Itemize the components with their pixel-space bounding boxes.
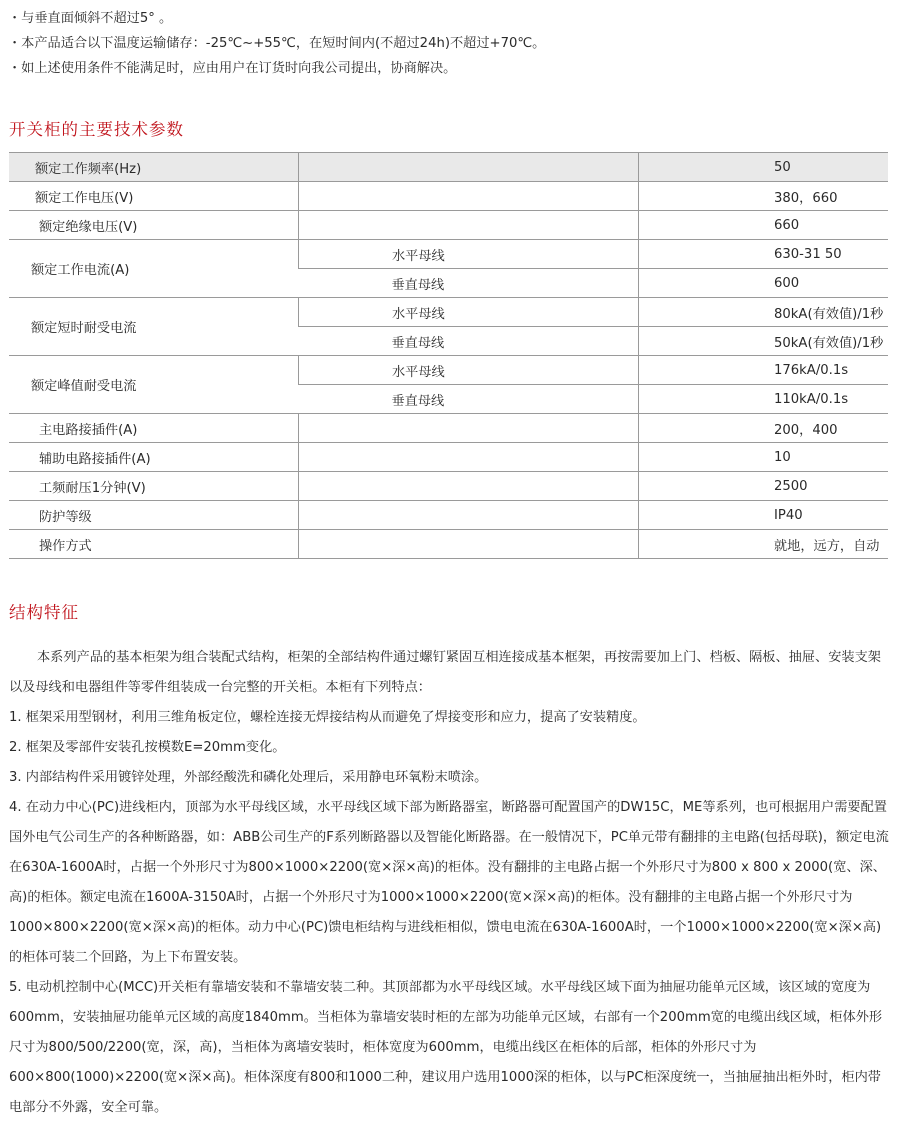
param-value: 630-31 50 — [639, 240, 889, 269]
param-label: 工频耐压1分钟(V) — [9, 472, 299, 501]
param-sub: 水平母线 — [299, 240, 639, 269]
param-label: 主电路接插件(A) — [9, 414, 299, 443]
spec-table — [9, 152, 888, 559]
param-value: 200，400 — [639, 414, 889, 443]
param-sub — [299, 182, 639, 211]
param-value: 176kA/0.1s — [639, 356, 889, 385]
param-sub — [299, 472, 639, 501]
param-sub — [299, 530, 639, 559]
spec-heading: 开关柜的主要技术参数 — [9, 120, 184, 139]
param-label: 额定短时耐受电流 — [9, 298, 299, 356]
feature-item: 1. 框架采用型钢材，利用三维角板定位，螺栓连接无焊接结构从而避免了焊接变形和应力，提高了安装精度。 — [9, 710, 646, 725]
table-row — [9, 472, 888, 501]
param-value: 110kA/0.1s — [639, 385, 889, 414]
table-row — [9, 356, 888, 385]
param-value: 50kA(有效值)/1秒 — [639, 327, 889, 356]
feature-item: 3. 内部结构件采用镀锌处理，外部经酸洗和磷化处理后，采用静电环氧粉末喷涂。 — [9, 770, 488, 785]
table-row — [9, 182, 888, 211]
table-row — [9, 414, 888, 443]
param-sub: 水平母线 — [299, 298, 639, 327]
param-sub: 水平母线 — [299, 356, 639, 385]
condition-item: ・与垂直面倾斜不超过5° 。 — [8, 11, 173, 26]
param-label: 额定工作频率(Hz) — [9, 153, 299, 182]
table-row — [9, 501, 888, 530]
param-value: 80kA(有效值)/1秒 — [639, 298, 889, 327]
feature-item: 5. 电动机控制中心(MCC)开关柜有靠墙安装和不靠墙安装二种。其顶部都为水平母线区域。水平母线区域下面为抽屉功能单元区域，该区域的宽度为600mm，安装抽屉功能单元区域的高度1840mm。当柜体为靠墙安装时柜的左部为功能单元区域，右部有一个200mm宽的电缆出线区域，柜体外形尺寸为800/500/2200(宽，深，高)，当柜体为离墙安装时，柜体宽度为600mm，电缆出线区在柜体的后部，柜体的外形尺寸为600×800(1000)×2200(宽×深×高)。柜体深度有800和1000二种，建议用户选用1000深的柜体，以与PC柜深度统一，当抽屉抽出柜外时，柜内带电部分不外露，安全可靠。 — [9, 980, 883, 1115]
param-sub: 垂直母线 — [299, 269, 639, 298]
param-sub — [299, 211, 639, 240]
param-sub — [299, 414, 639, 443]
feature-item: 4. 在动力中心(PC)进线柜内，顶部为水平母线区域，水平母线区域下部为断路器室，断路器可配置国产的DW15C，ME等系列，也可根据用户需要配置国外电气公司生产的各种断路器，如：ABB公司生产的F系列断路器以及智能化断路器。在一般情况下，PC单元带有翻排的主电路(包括母联)，额定电流在630A-1600A时，占据一个外形尺寸为800×1000×2200(宽×深×高)的柜体。没有翻排的主电路占据一个外形尺寸为800 x 800 x 2000(宽、深、高)的柜体。额定电流在1600A-3150A时，占据一个外形尺寸为1000×1000×2200(宽×深×高)的柜体。没有翻排的主电路占据一个外形尺寸为1000×800×2200(宽×深×高)的柜体。动力中心(PC)馈电柜结构与进线柜相似，馈电电流在630A-1600A时，一个1000×1000×2200(宽×深×高)的柜体可装二个回路，为上下布置安装。 — [9, 800, 889, 965]
condition-item: ・本产品适合以下温度运输储存：-25℃~+55℃，在短时间内(不超过24h)不超过+70℃。 — [8, 36, 546, 51]
usage-conditions-list — [8, 6, 545, 81]
param-label: 额定工作电压(V) — [9, 182, 299, 211]
intro-paragraph: 本系列产品的基本柜架为组合装配式结构，柜架的全部结构件通过螺钉紧固互相连接成基本框架，再按需要加上门、档板、隔板、抽屉、安装支架以及母线和电器组件等零件组装成一台完整的开关柜。本柜有下列特点： — [9, 650, 881, 695]
structure-body — [9, 643, 889, 1123]
structure-heading: 结构特征 — [9, 603, 79, 622]
param-label: 辅助电路接插件(A) — [9, 443, 299, 472]
param-sub: 垂直母线 — [299, 327, 639, 356]
param-value: 50 — [639, 153, 889, 182]
param-value: 380，660 — [639, 182, 889, 211]
param-sub: 垂直母线 — [299, 385, 639, 414]
param-sub — [299, 443, 639, 472]
table-row — [9, 240, 888, 269]
condition-item: ・如上述使用条件不能满足时，应由用户在订货时向我公司提出，协商解决。 — [8, 61, 457, 76]
param-label: 额定工作电流(A) — [9, 240, 299, 298]
table-row — [9, 153, 888, 182]
param-value: IP40 — [639, 501, 889, 530]
param-value: 就地，远方，自动 — [639, 530, 889, 559]
table-row — [9, 530, 888, 559]
param-value: 10 — [639, 443, 889, 472]
param-sub — [299, 153, 639, 182]
param-label: 操作方式 — [9, 530, 299, 559]
param-value: 660 — [639, 211, 889, 240]
table-row — [9, 443, 888, 472]
param-sub — [299, 501, 639, 530]
table-row — [9, 298, 888, 327]
param-value: 2500 — [639, 472, 889, 501]
feature-item: 2. 框架及零部件安装孔按模数E=20mm变化。 — [9, 740, 286, 755]
table-row — [9, 211, 888, 240]
param-label: 额定绝缘电压(V) — [9, 211, 299, 240]
param-label: 额定峰值耐受电流 — [9, 356, 299, 414]
param-label: 防护等级 — [9, 501, 299, 530]
param-value: 600 — [639, 269, 889, 298]
